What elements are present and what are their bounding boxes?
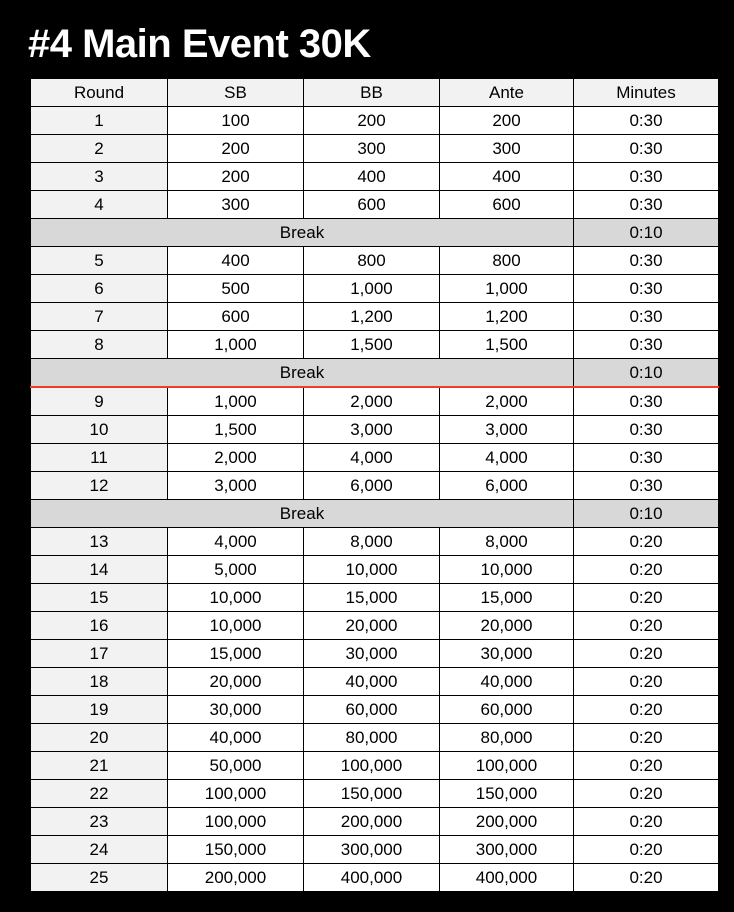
ante-cell: 400,000 xyxy=(440,864,574,892)
sb-cell: 200 xyxy=(168,135,304,163)
round-cell: 20 xyxy=(31,724,168,752)
minutes-cell: 0:20 xyxy=(574,724,719,752)
bb-cell: 400,000 xyxy=(304,864,440,892)
break-minutes-cell: 0:10 xyxy=(574,500,719,528)
ante-cell: 1,200 xyxy=(440,303,574,331)
round-cell: 25 xyxy=(31,864,168,892)
level-row-6 xyxy=(31,275,719,303)
bb-cell: 30,000 xyxy=(304,640,440,668)
bb-cell: 100,000 xyxy=(304,752,440,780)
ante-cell: 200,000 xyxy=(440,808,574,836)
round-cell: 22 xyxy=(31,780,168,808)
level-row-11 xyxy=(31,444,719,472)
ante-cell: 2,000 xyxy=(440,387,574,416)
sb-cell: 5,000 xyxy=(168,556,304,584)
level-row-25 xyxy=(31,864,719,892)
round-cell: 2 xyxy=(31,135,168,163)
level-row-5 xyxy=(31,247,719,275)
round-cell: 24 xyxy=(31,836,168,864)
break-row xyxy=(31,219,719,247)
bb-cell: 4,000 xyxy=(304,444,440,472)
sb-cell: 2,000 xyxy=(168,444,304,472)
bb-cell: 3,000 xyxy=(304,416,440,444)
level-row-19 xyxy=(31,696,719,724)
bb-cell: 800 xyxy=(304,247,440,275)
round-cell: 12 xyxy=(31,472,168,500)
ante-cell: 300 xyxy=(440,135,574,163)
minutes-cell: 0:20 xyxy=(574,752,719,780)
round-cell: 16 xyxy=(31,612,168,640)
level-row-12 xyxy=(31,472,719,500)
minutes-cell: 0:20 xyxy=(574,584,719,612)
bb-cell: 150,000 xyxy=(304,780,440,808)
ante-cell: 1,000 xyxy=(440,275,574,303)
bb-cell: 80,000 xyxy=(304,724,440,752)
ante-cell: 1,500 xyxy=(440,331,574,359)
minutes-cell: 0:30 xyxy=(574,416,719,444)
ante-cell: 60,000 xyxy=(440,696,574,724)
bb-cell: 2,000 xyxy=(304,387,440,416)
round-cell: 9 xyxy=(31,387,168,416)
sb-cell: 1,500 xyxy=(168,416,304,444)
sb-cell: 100,000 xyxy=(168,808,304,836)
minutes-cell: 0:30 xyxy=(574,444,719,472)
bb-cell: 200 xyxy=(304,107,440,135)
round-cell: 23 xyxy=(31,808,168,836)
level-row-21 xyxy=(31,752,719,780)
minutes-cell: 0:20 xyxy=(574,780,719,808)
bb-cell: 300,000 xyxy=(304,836,440,864)
minutes-cell: 0:20 xyxy=(574,612,719,640)
round-cell: 8 xyxy=(31,331,168,359)
ante-cell: 40,000 xyxy=(440,668,574,696)
break-label-cell: Break xyxy=(31,219,574,247)
minutes-cell: 0:20 xyxy=(574,640,719,668)
level-row-20 xyxy=(31,724,719,752)
minutes-cell: 0:30 xyxy=(574,247,719,275)
level-row-3 xyxy=(31,163,719,191)
bb-cell: 6,000 xyxy=(304,472,440,500)
column-header-round: Round xyxy=(31,79,168,107)
break-minutes-cell: 0:10 xyxy=(574,359,719,388)
minutes-cell: 0:20 xyxy=(574,668,719,696)
ante-cell: 400 xyxy=(440,163,574,191)
round-cell: 21 xyxy=(31,752,168,780)
sb-cell: 300 xyxy=(168,191,304,219)
sb-cell: 30,000 xyxy=(168,696,304,724)
minutes-cell: 0:30 xyxy=(574,303,719,331)
sb-cell: 150,000 xyxy=(168,836,304,864)
round-cell: 4 xyxy=(31,191,168,219)
ante-cell: 800 xyxy=(440,247,574,275)
ante-cell: 150,000 xyxy=(440,780,574,808)
bb-cell: 1,000 xyxy=(304,275,440,303)
bb-cell: 15,000 xyxy=(304,584,440,612)
table-body xyxy=(31,107,719,892)
round-cell: 19 xyxy=(31,696,168,724)
break-row xyxy=(31,500,719,528)
blind-structure-table xyxy=(30,78,719,892)
sb-cell: 1,000 xyxy=(168,387,304,416)
header-row xyxy=(31,79,719,107)
minutes-cell: 0:30 xyxy=(574,275,719,303)
minutes-cell: 0:30 xyxy=(574,472,719,500)
level-row-23 xyxy=(31,808,719,836)
bb-cell: 1,500 xyxy=(304,331,440,359)
minutes-cell: 0:20 xyxy=(574,808,719,836)
ante-cell: 10,000 xyxy=(440,556,574,584)
minutes-cell: 0:30 xyxy=(574,135,719,163)
minutes-cell: 0:30 xyxy=(574,331,719,359)
sb-cell: 1,000 xyxy=(168,331,304,359)
minutes-cell: 0:30 xyxy=(574,163,719,191)
minutes-cell: 0:20 xyxy=(574,528,719,556)
round-cell: 1 xyxy=(31,107,168,135)
minutes-cell: 0:30 xyxy=(574,107,719,135)
bb-cell: 600 xyxy=(304,191,440,219)
ante-cell: 200 xyxy=(440,107,574,135)
bb-cell: 20,000 xyxy=(304,612,440,640)
round-cell: 18 xyxy=(31,668,168,696)
ante-cell: 8,000 xyxy=(440,528,574,556)
sb-cell: 100,000 xyxy=(168,780,304,808)
ante-cell: 600 xyxy=(440,191,574,219)
level-row-2 xyxy=(31,135,719,163)
bb-cell: 8,000 xyxy=(304,528,440,556)
level-row-18 xyxy=(31,668,719,696)
sb-cell: 100 xyxy=(168,107,304,135)
sb-cell: 500 xyxy=(168,275,304,303)
break-minutes-cell: 0:10 xyxy=(574,219,719,247)
level-row-24 xyxy=(31,836,719,864)
break-label-cell: Break xyxy=(31,359,574,388)
column-header-sb: SB xyxy=(168,79,304,107)
ante-cell: 15,000 xyxy=(440,584,574,612)
bb-cell: 60,000 xyxy=(304,696,440,724)
round-cell: 5 xyxy=(31,247,168,275)
sb-cell: 20,000 xyxy=(168,668,304,696)
minutes-cell: 0:20 xyxy=(574,696,719,724)
level-row-7 xyxy=(31,303,719,331)
level-row-14 xyxy=(31,556,719,584)
column-header-bb: BB xyxy=(304,79,440,107)
bb-cell: 200,000 xyxy=(304,808,440,836)
sb-cell: 400 xyxy=(168,247,304,275)
round-cell: 13 xyxy=(31,528,168,556)
column-header-minutes: Minutes xyxy=(574,79,719,107)
sb-cell: 3,000 xyxy=(168,472,304,500)
level-row-8 xyxy=(31,331,719,359)
level-row-4 xyxy=(31,191,719,219)
minutes-cell: 0:30 xyxy=(574,387,719,416)
round-cell: 14 xyxy=(31,556,168,584)
level-row-9 xyxy=(31,387,719,416)
level-row-16 xyxy=(31,612,719,640)
round-cell: 3 xyxy=(31,163,168,191)
ante-cell: 6,000 xyxy=(440,472,574,500)
column-header-ante: Ante xyxy=(440,79,574,107)
round-cell: 10 xyxy=(31,416,168,444)
bb-cell: 1,200 xyxy=(304,303,440,331)
bb-cell: 10,000 xyxy=(304,556,440,584)
round-cell: 7 xyxy=(31,303,168,331)
minutes-cell: 0:20 xyxy=(574,556,719,584)
sb-cell: 15,000 xyxy=(168,640,304,668)
break-label-cell: Break xyxy=(31,500,574,528)
sb-cell: 50,000 xyxy=(168,752,304,780)
ante-cell: 3,000 xyxy=(440,416,574,444)
bb-cell: 400 xyxy=(304,163,440,191)
sb-cell: 4,000 xyxy=(168,528,304,556)
ante-cell: 80,000 xyxy=(440,724,574,752)
level-row-1 xyxy=(31,107,719,135)
level-row-15 xyxy=(31,584,719,612)
bb-cell: 40,000 xyxy=(304,668,440,696)
ante-cell: 20,000 xyxy=(440,612,574,640)
level-row-13 xyxy=(31,528,719,556)
sb-cell: 200 xyxy=(168,163,304,191)
round-cell: 15 xyxy=(31,584,168,612)
ante-cell: 100,000 xyxy=(440,752,574,780)
round-cell: 6 xyxy=(31,275,168,303)
bb-cell: 300 xyxy=(304,135,440,163)
round-cell: 11 xyxy=(31,444,168,472)
ante-cell: 30,000 xyxy=(440,640,574,668)
sb-cell: 600 xyxy=(168,303,304,331)
ante-cell: 4,000 xyxy=(440,444,574,472)
break-row xyxy=(31,359,719,388)
minutes-cell: 0:20 xyxy=(574,864,719,892)
level-row-17 xyxy=(31,640,719,668)
event-title: #4 Main Event 30K xyxy=(28,22,371,66)
sb-cell: 10,000 xyxy=(168,612,304,640)
level-row-10 xyxy=(31,416,719,444)
sb-cell: 10,000 xyxy=(168,584,304,612)
ante-cell: 300,000 xyxy=(440,836,574,864)
round-cell: 17 xyxy=(31,640,168,668)
sb-cell: 40,000 xyxy=(168,724,304,752)
sb-cell: 200,000 xyxy=(168,864,304,892)
level-row-22 xyxy=(31,780,719,808)
minutes-cell: 0:30 xyxy=(574,191,719,219)
minutes-cell: 0:20 xyxy=(574,836,719,864)
